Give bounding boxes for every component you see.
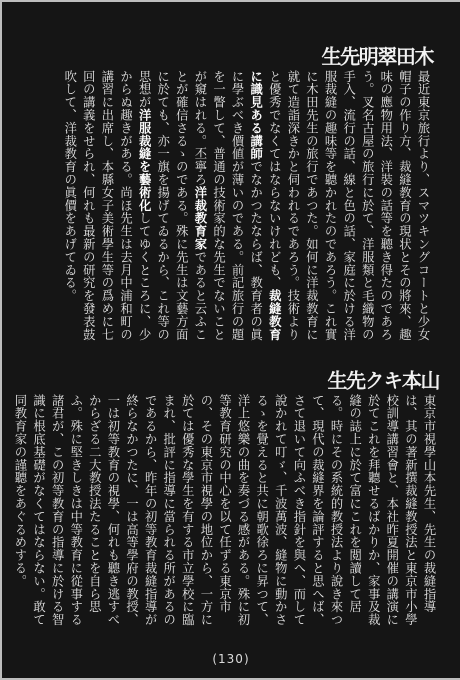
article-heading: 木田翠明先生 [318, 46, 435, 70]
emphasis-text: 洋服裁縫を藝術化 [137, 108, 153, 212]
article-yamamoto [12, 368, 441, 638]
article-heading: 山本キク先生 [324, 370, 441, 394]
emphasis-text: 洋裁教育家 [192, 186, 208, 251]
text-run: してゆくところに、少からぬ趣きがある。尚ほ先生は去月中浦和町の講習に出席し、本縣女子美術學生等の爲めに七回の講義をせられ、何れも最新の研究を發表鼓吹して、洋裁教育の眞價をあげてゐる。 [62, 70, 152, 341]
article-paragraph [10, 394, 438, 638]
page-number: (130) [212, 652, 250, 666]
emphasis-text: 裁縫教育に識見ある講師 [248, 70, 283, 341]
text-run: 殊に初等教育研究の中心を以て任ずる東京市の、その東京市視學の地位から、一方に於ては優秀な學生を有する市立學校に臨まれ、批評に指導に當られる所があるのであるから、昨年の初等教育裁縫指導が終らなかつたに、一は高等學府の教授、一は初等教育の視學、何れも聽き逃すべからざる二大教授法たることを自ら思ふ。殊に堅きしきは中等教育に從事する諸君が、この初等教育の指導に於ける智識に根底基礎がなくてはならない。敢て同教育家の謹聽をあぐるめする。 [12, 394, 251, 627]
text-run: 最近東京旅行より、スマツキングコートと少女帽子の作り方、裁縫教育の現状とその將來、趣味の應物用法、洋裝の話等を聽き得たのであろう。叉名古屋の旅行に於て、洋服類と毛織物の手入、流行の話、線と色の話、家庭に於ける洋服裁縫の趣味等を聽かれたのであろう。これ實に木田先生の旅行であつた。如何に洋裁教育に就て造詣深きかと伺われるであろう。技術よりと優秀でなくてはならないけれども、 [267, 70, 430, 341]
text-run: であると云ふことが確信さるゝのである。殊に先生は文藝方面に於ても、亦一旗を揚げてゐるから、これ等の思想が [137, 70, 207, 341]
text-run: 東京市視學山本先生、先生の裁縫指導は、其の著新撰裁縫教授法と東京市小學校訓導講習會と、本社昨夏開催の講演に於てこれを拜聽せるばかりか、家事及裁縫の誌上に於て富にこれを閲讀して居る。時にその系統的教授法より說き來つて、現代の裁縫界を論評すると思へば、さて退いて向ふべき指針を與へ、而して說かれて叮ゞ、千波萬波、縫物に動かさるゝを覺えると共に朝歌徐ろに昇つて、洋上悠樂の曲を奏づる感がある。 [236, 394, 436, 627]
article-column [12, 40, 435, 348]
article-column [12, 368, 441, 638]
article-paragraph [60, 70, 432, 348]
text-run: でなかつたならば、教育者の眞に學ぶべき價値が薄いのである。前記旅行の題を一瞥して、普通の技術家的な先生でないことが窺はれる。丕寧ろ [192, 70, 263, 341]
article-kida [12, 40, 435, 348]
